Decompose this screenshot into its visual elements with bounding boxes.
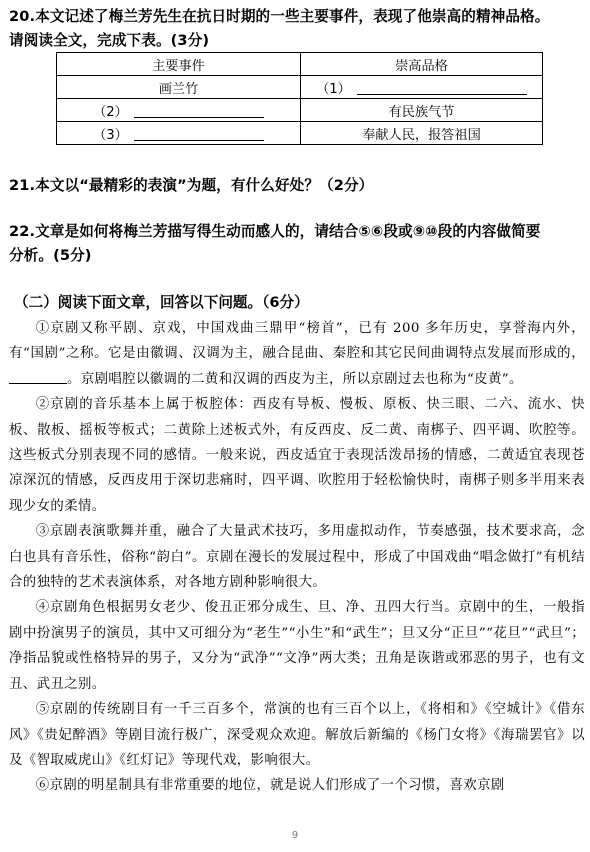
table-cell-trait: [301, 76, 543, 99]
table-cell-trait: 奉献人民，报答祖国: [301, 122, 543, 145]
table-row: [57, 76, 543, 99]
question-20-line1: 20.本文记述了梅兰芳先生在抗日时期的一些主要事件，表现了他崇高的精神品格。: [9, 8, 550, 25]
answer-blank[interactable]: [134, 127, 264, 141]
answer-blank[interactable]: [134, 104, 264, 118]
question-21: 21.本文以“最精彩的表演”为题，有什么好处？（2分）: [9, 177, 374, 194]
table-row: [57, 99, 543, 122]
table-row: [57, 122, 543, 145]
question-22: [9, 220, 587, 268]
table-header-events: 主要事件: [57, 53, 301, 76]
paragraph-1: ①京剧又称平剧、京戏，中国戏曲三鼎甲“榜首”，已有 200 多年历史，享誉海内外，有“国剧”之称。它是由徽调、汉调为主，融合昆曲、秦腔和其它民间曲调特点发展而形成的，。京剧唱腔以徽调的二黄和汉调的西皮为主，所以京剧过去也称为“皮黄”。: [9, 321, 585, 387]
paragraph-5: ⑤京剧的传统剧目有一千三百多个，常演的也有三百个以上，《将相和》《空城计》《借东风》《贵妃醉酒》等剧目流行极广，深受观众欢迎。解放后新编的《杨门女将》《海瑞罢官》以及《智取威虎山》《红灯记》等现代戏，影响很大。: [9, 702, 585, 768]
table-cell-event: [57, 99, 301, 122]
blank-label: （1）: [316, 81, 351, 97]
question-22-line1: 22.文章是如何将梅兰芳描写得生动而感人的，请结合⑤⑥段或⑨⑩段的内容做简要: [9, 223, 541, 240]
table-header-traits: 崇高品格: [301, 53, 543, 76]
blank-label: （3）: [93, 127, 128, 143]
page-number: 9: [291, 830, 299, 841]
question-22-line2: 分析。(5分): [9, 247, 92, 264]
paragraph-2: ②京剧的音乐基本上属于板腔体：西皮有导板、慢板、原板、快三眼、二六、流水、快板、散板、摇板等板式；二黄除上述板式外，有反西皮、反二黄、南梆子、四平调、吹腔等。这些板式分别表现不同的感情。一般来说，西皮适宜于表现活泼昂扬的情感，二黄适宜表现苍凉深沉的情感，反西皮用于深切悲痛时，四平调、吹腔用于轻松愉快时，南梆子则多半用来表现少女的柔情。: [9, 397, 585, 514]
table-cell-event: [57, 122, 301, 145]
paragraph-6: ⑥京剧的明星制具有非常重要的地位，就是说人们形成了一个习惯，喜欢京剧: [35, 778, 505, 794]
question-20: [9, 5, 587, 53]
question-20-line2: 请阅读全文，完成下表。(3分): [9, 32, 210, 49]
fill-blank[interactable]: [9, 371, 67, 384]
answer-blank[interactable]: [357, 81, 527, 95]
section-heading: （二）阅读下面文章，回答以下问题。（6分）: [14, 294, 309, 311]
table-cell-event: 画兰竹: [57, 76, 301, 99]
answer-table: [56, 52, 543, 145]
reading-passage: [9, 316, 585, 799]
table-cell-trait: 有民族气节: [301, 99, 543, 122]
blank-label: （2）: [93, 104, 128, 120]
paragraph-3: ③京剧表演歌舞并重，融合了大量武术技巧，多用虚拟动作，节奏感强，技术要求高，念白也具有音乐性，俗称“韵白”。京剧在漫长的发展过程中，形成了中国戏曲“唱念做打”有机结合的独特的艺术表演体系，对各地方剧种影响很大。: [9, 524, 585, 591]
paragraph-4: ④京剧角色根据男女老少、俊丑正邪分成生、旦、净、丑四大行当。京剧中的生，一般指剧中扮演男子的演员，其中又可细分为“老生”“小生”和“武生”；旦又分“正旦”“花旦”“武旦”；净指品貌或性格特异的男子，又分为“武净”“文净”两大类；丑角是诙谐或邪恶的男子，也有文丑、武丑之别。: [9, 600, 585, 692]
table-header-row: [57, 53, 543, 76]
